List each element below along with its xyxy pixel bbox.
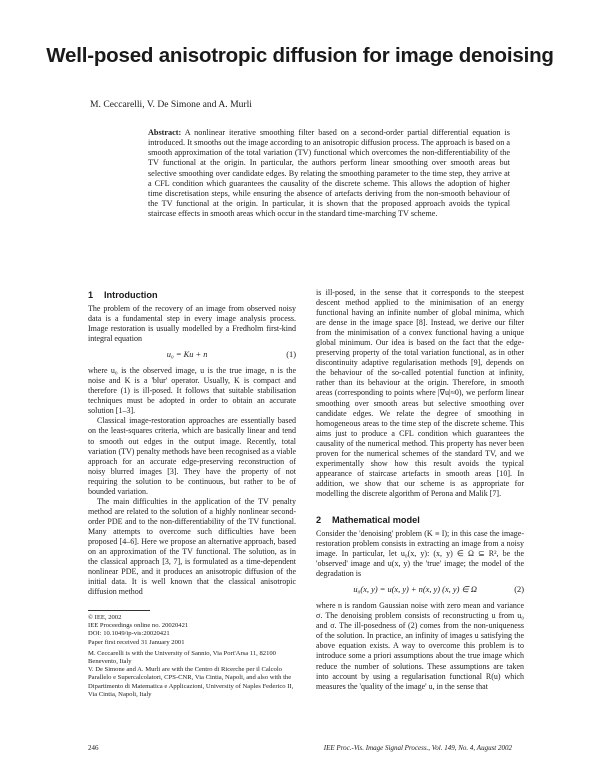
paragraph: Classical image-restoration approaches are essentially based on the least-squares criteria, which are basically linear and tend to smooth out edges in the output image. Recently, total variation (TV) penalty methods have been recognised as a viable approach for an accurate edge-preserving reconstruction of noisy blurred images [3]. They have the property of not requiring the solution to be continuous, but rather to be of bounded variation.: [88, 416, 296, 496]
paragraph: is ill-posed, in the sense that it corresponds to the steepest descent method applied to the minimisation of an energy functional having an infinite number of global minima, which are dense in the image space [8]. Instead, we derive our filter from the minimisation of a convex functional having a unique global minimum. Our idea is based on the fact that the edge-preserving property of the total variation functional, as in other discontinuity adaptive regularisation methods [9], depends on the behaviour of the so-called potential function at infinity, rather than its behaviour at the origin. Therefore, in smooth areas (corresponding to points where |∇u|≈0), we perform linear smoothing over smooth areas but selective smoothing over candidate edges. We relate the degree of smoothing in homogeneous areas to the time step of the discrete scheme. This aims just to produce a CFL condition which guarantees the causality of the numerical method. This property has never been proven for the numerical schemes of the standard TV, and we experimentally show how this result avoids the typical appearance of staircase artefacts in smooth areas [10]. In addition, we show that our scheme is as appropriate for modelling the discrete algorithm of Perona and Malik [7].: [316, 288, 524, 498]
equation-body: u₀ = Ku + n: [166, 350, 208, 360]
equation-2: [316, 579, 524, 601]
footnote-affiliation: M. Ceccarelli is with the University of Sannio, Via Port'Arsa 11, 82100 Benevento, Italy: [88, 649, 276, 666]
footnote-affiliation: V. De Simone and A. Murli are with the Centro di Ricerche per il Calcolo Parallelo e Supercalcolatori, CPS-CNR, Via Cintia, Napoli, and also with the Dipartimento di Matematica e Applicazioni, University of Naples Federico II, Via Cintia, Napoli, Italy: [88, 666, 294, 698]
footnote-divider: [88, 610, 150, 611]
paper-title: Well-posed anisotropic diffusion for image denoising: [46, 44, 554, 67]
section-heading-introduction: [88, 288, 296, 304]
footnote-copyright: © IEE, 2002: [88, 614, 122, 621]
right-column: [316, 288, 524, 692]
paragraph: Consider the 'denoising' problem (K ≡ I); in this case the image-restoration problem consists in extracting an image from a noisy image. In particular, let u₀(x, y): (x, y) ∈ Ω ⊆ R², be the 'observed' image and u(x, y) the 'true' image; the model of the degradation is: [316, 528, 524, 579]
section-title: Introduction: [104, 290, 158, 300]
equation-number: (1): [286, 350, 296, 360]
left-column: [88, 288, 296, 597]
section-title: Mathematical model: [332, 514, 420, 525]
equation-number: (2): [514, 585, 524, 595]
abstract-label: Abstract:: [148, 128, 182, 137]
paragraph: The main difficulties in the application of the TV penalty method are related to the solution of a highly nonlinear second-order PDE and to the non-differentiability of the TV functional. Many attempts to overcome such difficulties have been proposed [4–6]. Here we propose an alternative approach, based on an approximation of the TV functional. The solution, as in the classical approach [3, 7], is formulated as a time-dependent nonlinear PDE, and it produces an anisotropic diffusion of the initial data. It is well known that the classical anisotropic diffusion method: [88, 496, 296, 597]
abstract: [148, 128, 510, 219]
journal-footer: IEE Proc.-Vis. Image Signal Process., Vol. 149, No. 4, August 2002: [323, 744, 512, 752]
section-number: 2: [316, 514, 322, 525]
author-list: M. Ceccarelli, V. De Simone and A. Murli: [90, 99, 252, 110]
footnote-received: Paper first received 31 January 2001: [88, 638, 185, 646]
section-heading-mathematical-model: [316, 513, 524, 529]
footnote-proceedings: IEE Proceedings online no. 20020421: [88, 622, 189, 630]
section-number: 1: [88, 290, 94, 300]
paragraph: The problem of the recovery of an image from observed noisy data is a fundamental step in every image analysis process. Image restoration is usually modelled by a Fredholm first-kind integral equation: [88, 304, 296, 344]
equation-body: u₀(x, y) = u(x, y) + n(x, y) (x, y) ∈ Ω: [353, 585, 477, 595]
abstract-text: A nonlinear iterative smoothing filter based on a second-order partial differential equation is introduced. It smooths out the image according to an anisotropic diffusion process. The approach is based on a smooth approximation of the total variation (TV) functional which overcomes the non-differentiability of the TV functional at the origin. In particular, the authors perform linear smoothing over smooth areas but selective smoothing over candidate edges. By relating the smoothing parameter to the time step, they arrive at a CFL condition which guarantees the causality of the discrete scheme. This allows the adoption of higher time discretisation steps, while ensuring the absence of artefacts deriving from the non-smooth behaviour of the TV functional at the origin. In particular, it is shown that the proposed approach avoids the typical staircase effects in smooth areas which occur in the standard time-marching TV scheme.: [148, 128, 510, 219]
equation-1: [88, 344, 296, 366]
paragraph: where n is random Gaussian noise with zero mean and variance σ. The denoising problem consists of reconstructing u from u₀ and σ. The ill-posedness of (2) comes from the non-uniqueness of the solution. In practice, an infinity of images u satisfying the above equation exists. A way to overcome this problem is to introduce some a priori assumptions about the true image which reduce the number of solutions. These assumptions are taken into account by using a regularisation functional R(u) which measures the 'quality of the image' u, in the sense that: [316, 601, 524, 691]
page-number: 246: [88, 744, 99, 752]
footnote-doi: DOI: 10.1049/ip-vis:20020421: [88, 630, 170, 638]
footnotes: [88, 614, 298, 699]
paragraph: where u₀ is the observed image, u is the true image, n is the noise and K is a 'blur' operator. Usually, K is compact and therefore (1) is ill-posed. It follows that suitable stabilisation techniques must be adopted in order to obtain an accurate solution [1–3].: [88, 366, 296, 416]
